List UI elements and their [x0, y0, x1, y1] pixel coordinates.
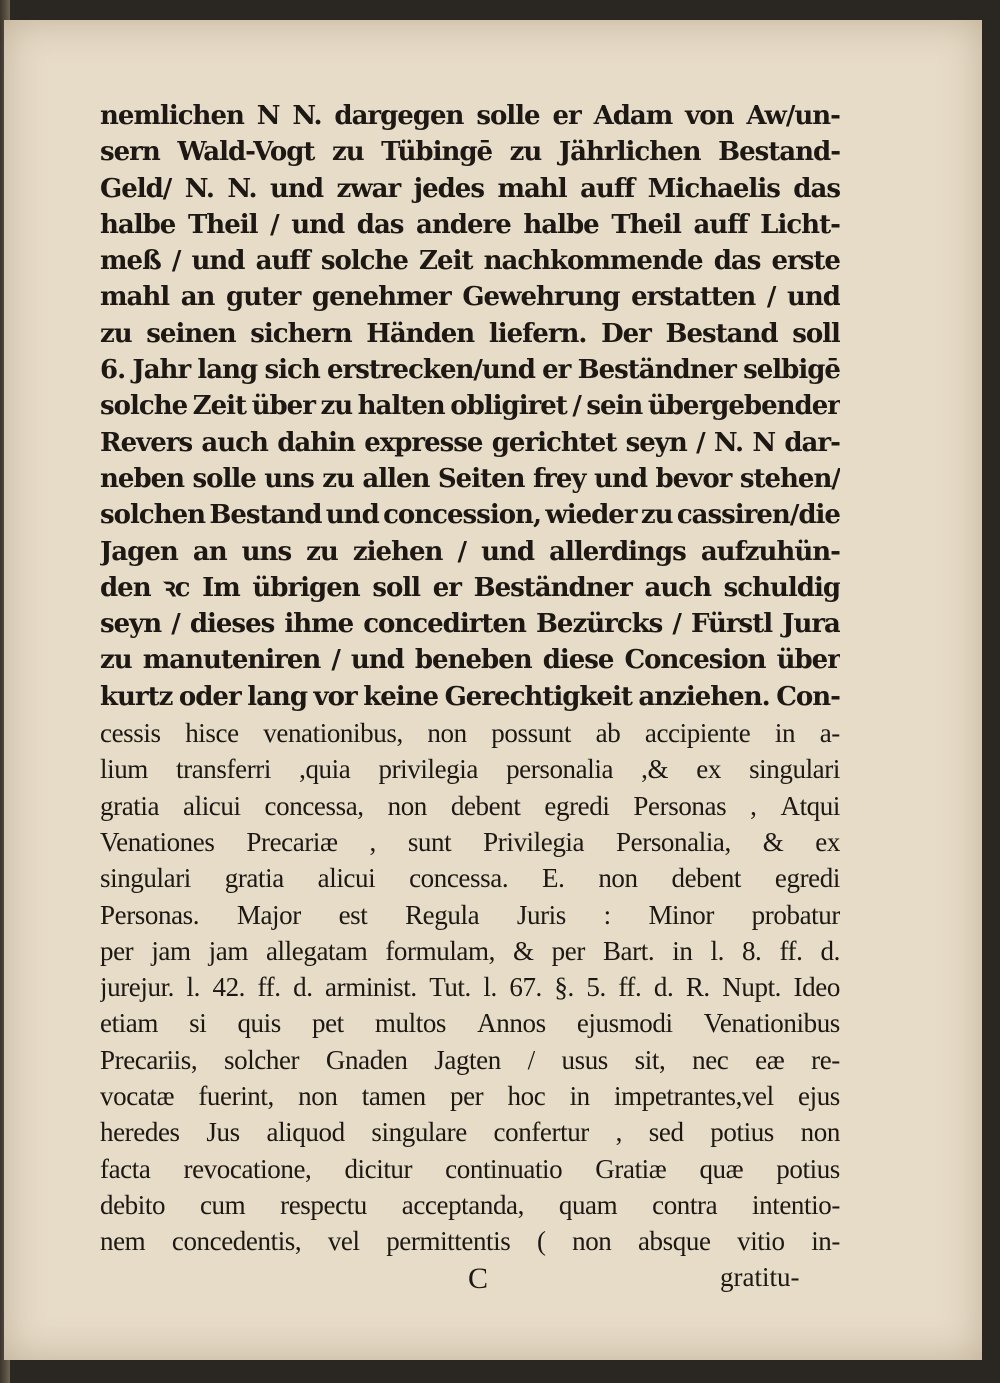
text-line: gratia alicui concessa, non debent egredi Personas , Atqui	[100, 790, 840, 821]
text-line: nemlichen N N. dargegen solle er Adam von Aw/un-	[100, 101, 840, 131]
text-line: jurejur. l. 42. ff. d. arminist. Tut. l. 67. §. 5. ff. d. R. Nupt. Ideo	[100, 972, 840, 1003]
signature-mark: C	[468, 1262, 489, 1295]
text-line: etiam si quis pet multos Annos ejusmodi Venationibus	[100, 1008, 840, 1039]
text-line: meß / und auff solche Zeit nachkommende das erste	[100, 246, 840, 277]
text-line: vocatæ fuerint, non tamen per hoc in impetrantes,vel ejus	[100, 1081, 840, 1112]
text-line: Personas. Major est Regula Juris : Minor probatur	[100, 899, 840, 930]
catchword: gratitu-	[720, 1262, 800, 1292]
text-line: mahl an guter genehmer Gewehrung erstatten / und	[100, 282, 840, 313]
text-line: per jam jam allegatam formulam, & per Bart. in l. 8. ff. d.	[100, 935, 840, 966]
text-line: halbe Theil / und das andere halbe Theil auff Licht-	[100, 209, 840, 240]
text-line: 6. Jahr lang sich erstrecken/und er Beständner selbigē	[100, 355, 840, 386]
text-line: facta revocatione, dicitur continuatio Gratiæ quæ potius	[100, 1153, 840, 1184]
text-line: den ꝛc Im übrigen soll er Beständner auch schuldig	[100, 572, 840, 603]
text-line: singulari gratia alicui concessa. E. non debent egredi	[100, 863, 840, 894]
text-line: sern Wald-Vogt zu Tübingē zu Jährlichen Bestand-	[100, 137, 840, 168]
text-line: seyn / dieses ihme concedirten Bezürcks / Fürstl Jura	[100, 609, 840, 640]
text-line: solche Zeit über zu halten obligiret / sein übergebender	[100, 391, 840, 422]
text-line: zu seinen sichern Händen liefern. Der Bestand soll	[100, 318, 840, 349]
text-line: debito cum respectu acceptanda, quam contra intentio-	[100, 1189, 840, 1220]
text-line: Jagen an uns zu ziehen / und allerdings aufzuhün-	[100, 536, 840, 567]
text-line: Precariis, solcher Gnaden Jagten / usus sit, nec eæ re-	[100, 1044, 840, 1075]
text-line: Revers auch dahin expresse gerichtet seyn / N. N dar-	[100, 427, 840, 458]
page-body-text	[100, 98, 840, 1260]
text-line: solchen Bestand und concession, wieder zu cassiren/die	[100, 500, 840, 531]
text-line: kurtz oder lang vor keine Gerechtigkeit anziehen. Con-	[100, 681, 840, 712]
text-line: lium transferri ,quia privilegia personalia ,& ex singulari	[100, 754, 840, 785]
text-line: neben solle uns zu allen Seiten frey und bevor stehen/	[100, 463, 840, 494]
text-line: Venationes Precariæ , sunt Privilegia Personalia, & ex	[100, 826, 840, 857]
text-line: cessis hisce venationibus, non possunt ab accipiente in a-	[100, 718, 840, 749]
text-line: Geld/ N. N. und zwar jedes mahl auff Michaelis das	[100, 173, 840, 204]
text-line: zu manuteniren / und beneben diese Concesion über	[100, 645, 840, 676]
text-line: heredes Jus aliquod singulare confertur , sed potius non	[100, 1117, 840, 1148]
text-line: nem concedentis, vel permittentis ( non absque vitio in-	[100, 1226, 840, 1257]
